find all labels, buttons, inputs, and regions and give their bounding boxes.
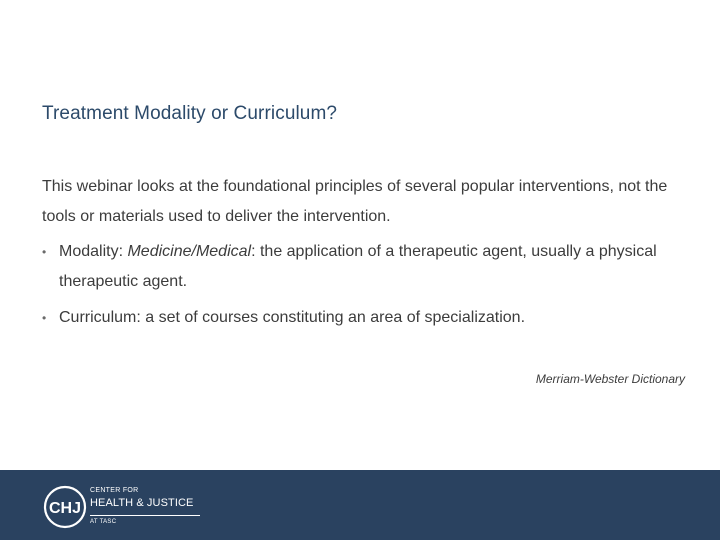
logo-line-at-tasc: AT TASC	[90, 519, 117, 525]
chj-monogram-icon	[42, 483, 90, 531]
definition-list	[42, 237, 682, 333]
slide-title: Treatment Modality or Curriculum?	[42, 103, 338, 124]
curriculum-definition: Curriculum: a set of courses constituting an area of specialization.	[59, 309, 526, 326]
bullet-icon: •	[42, 245, 47, 259]
logo-monogram: CHJ	[48, 500, 82, 517]
logo-line-center-for: CENTER FOR	[90, 487, 139, 494]
list-item-curriculum	[42, 303, 682, 333]
modality-definition: : the application of a therapeutic agent, usually a physical therapeutic agent.	[59, 243, 657, 290]
logo-divider	[90, 515, 200, 516]
logo-line-health-justice: HEALTH & JUSTICE	[90, 497, 194, 509]
chj-logo	[42, 483, 202, 531]
list-item-modality	[42, 237, 682, 297]
citation-source: Merriam-Webster Dictionary	[535, 372, 685, 386]
intro-paragraph: This webinar looks at the foundational principles of several popular interventions, not the tools or materials used to deliver the intervention.	[42, 178, 668, 225]
modality-emphasis: Medicine/Medical	[127, 243, 252, 260]
modality-lead: Modality:	[59, 243, 128, 260]
bullet-icon: •	[42, 311, 47, 325]
